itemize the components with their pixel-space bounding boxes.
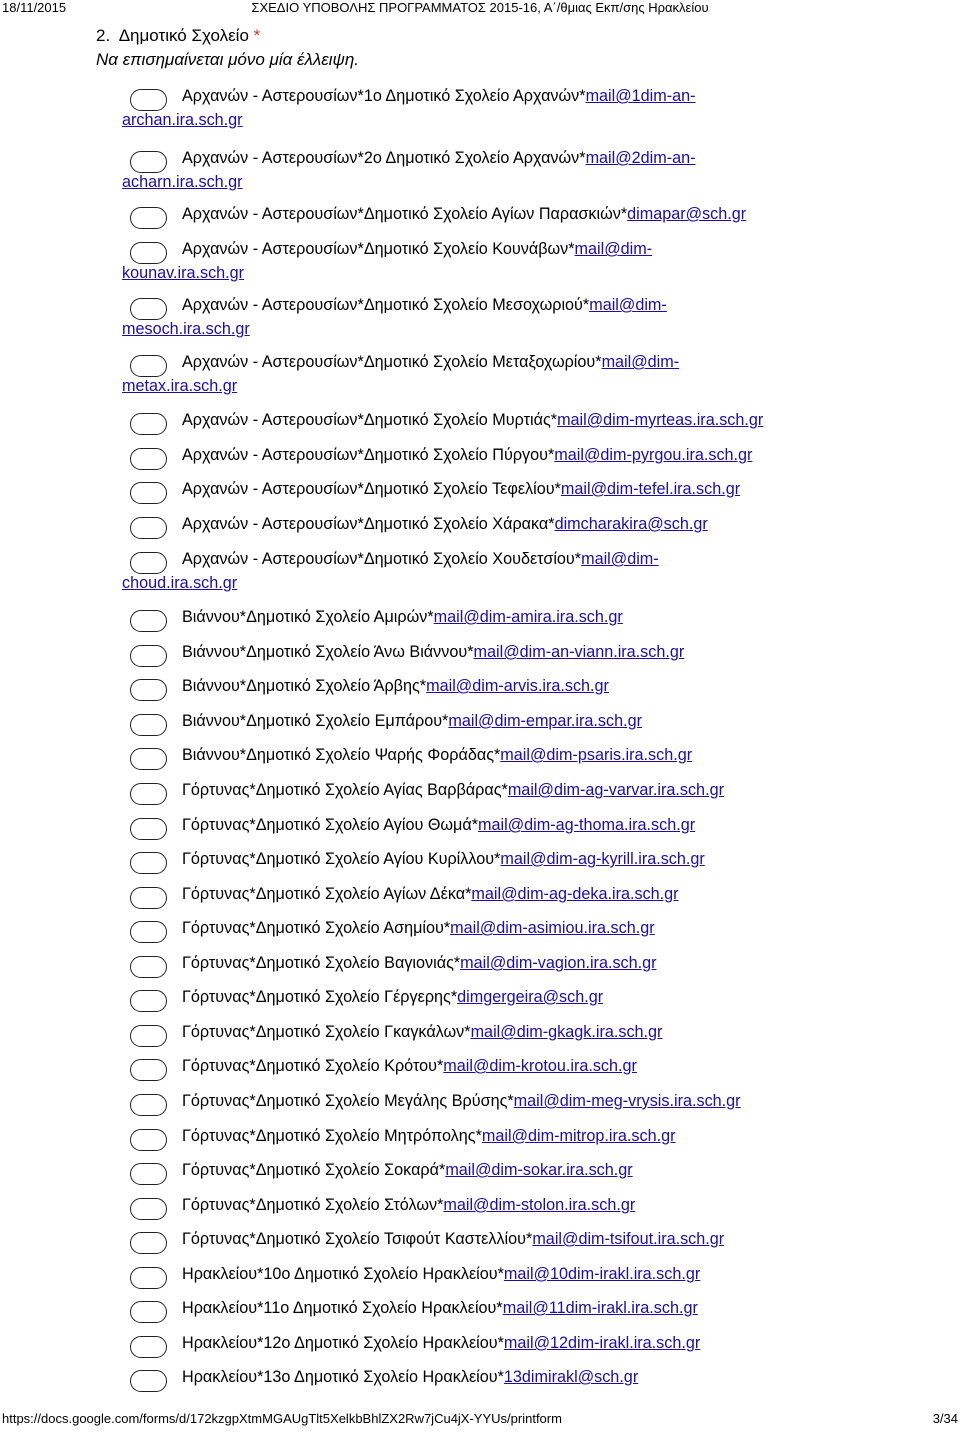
radio-ellipse-icon[interactable] [130, 921, 167, 943]
option-text: Ηρακλείου*12ο Δημοτικό Σχολείο Ηρακλείου* [182, 1334, 504, 1352]
option-text: Αρχανών - Αστερουσίων*Δημοτικό Σχολείο Αγίων Παρασκιών* [182, 205, 628, 223]
radio-ellipse-icon[interactable] [130, 645, 167, 667]
option-email-link[interactable]: mail@dim-ag-kyrill.ira.sch.gr [500, 850, 705, 868]
radio-ellipse-icon[interactable] [130, 852, 167, 874]
option-label [182, 916, 922, 940]
form-title: ΣΧΕΔΙΟ ΥΠΟΒΟΛΗΣ ΠΡΟΓΡΑΜΜΑΤΟΣ 2015-16, Α΄/θμιας Εκπ/σης Ηρακλείου [251, 0, 709, 15]
radio-ellipse-icon[interactable] [130, 714, 167, 736]
option-text: Γόρτυνας*Δημοτικό Σχολείο Τσιφούτ Καστελλίου* [182, 1230, 533, 1248]
option-label [182, 951, 922, 975]
option-text: Ηρακλείου*10ο Δημοτικό Σχολείο Ηρακλείου* [182, 1265, 504, 1283]
option-text: Αρχανών - Αστερουσίων*Δημοτικό Σχολείο Μεσοχωριού* [182, 296, 590, 314]
option-email-link[interactable]: mail@dim-mitrop.ira.sch.gr [481, 1127, 676, 1145]
option-label [182, 605, 922, 629]
option-email-link[interactable]: mail@dim-gkagk.ira.sch.gr [470, 1023, 663, 1041]
option-label [182, 202, 922, 226]
page-number: 3/34 [932, 1411, 958, 1426]
option-text: Αρχανών - Αστερουσίων*Δημοτικό Σχολείο Χουδετσίου* [182, 550, 582, 568]
option-email-link[interactable]: mail@dim-ag-thoma.ira.sch.gr [478, 816, 696, 834]
option-text: Γόρτυνας*Δημοτικό Σχολείο Αγίου Κυρίλλου* [182, 850, 501, 868]
option-label [182, 1365, 922, 1389]
radio-option[interactable] [122, 237, 922, 285]
option-text: Αρχανών - Αστερουσίων*Δημοτικό Σχολείο Μεταξοχωρίου* [182, 353, 602, 371]
option-email-link[interactable]: mail@dim-amira.ira.sch.gr [433, 608, 623, 626]
radio-option[interactable] [122, 1158, 922, 1182]
radio-option[interactable] [122, 293, 922, 341]
option-text: Αρχανών - Αστερουσίων*1ο Δημοτικό Σχολείο Αρχανών* [182, 87, 586, 105]
radio-ellipse-icon[interactable] [130, 448, 167, 470]
option-label [182, 408, 922, 432]
radio-ellipse-icon[interactable] [130, 956, 167, 978]
radio-option[interactable] [122, 477, 922, 501]
option-email-link[interactable]: mail@dim-krotou.ira.sch.gr [443, 1057, 637, 1075]
option-text: Βιάννου*Δημοτικό Σχολείο Άρβης* [182, 677, 427, 695]
radio-ellipse-icon[interactable] [130, 1025, 167, 1047]
radio-ellipse-icon[interactable] [130, 517, 167, 539]
option-text: Ηρακλείου*11ο Δημοτικό Σχολείο Ηρακλείου* [182, 1299, 503, 1317]
option-email-link[interactable]: mail@dim-sokar.ira.sch.gr [445, 1161, 633, 1179]
option-text: Αρχανών - Αστερουσίων*Δημοτικό Σχολείο Πύργου* [182, 446, 555, 464]
radio-ellipse-icon[interactable] [130, 1198, 167, 1220]
option-email-link[interactable]: dimgergeira@sch.gr [457, 988, 604, 1006]
option-text: Γόρτυνας*Δημοτικό Σχολείο Μητρόπολης* [182, 1127, 482, 1145]
radio-ellipse-icon[interactable] [130, 1267, 167, 1289]
radio-ellipse-icon[interactable] [130, 1094, 167, 1116]
question-block [96, 24, 896, 72]
print-date: 18/11/2015 [2, 0, 67, 15]
question-help-text: Να επισημαίνεται μόνο μία έλλειψη. [96, 50, 360, 69]
radio-option[interactable] [122, 84, 922, 132]
radio-ellipse-icon[interactable] [130, 151, 167, 173]
radio-ellipse-icon[interactable] [130, 679, 167, 701]
radio-ellipse-icon[interactable] [130, 242, 167, 264]
option-email-link[interactable]: mail@dim-myrteas.ira.sch.gr [557, 411, 764, 429]
option-text: Βιάννου*Δημοτικό Σχολείο Εμπάρου* [182, 712, 449, 730]
radio-ellipse-icon[interactable] [130, 355, 167, 377]
option-email-link[interactable]: dimcharakira@sch.gr [554, 515, 708, 533]
radio-option[interactable] [122, 743, 922, 767]
option-text: Γόρτυνας*Δημοτικό Σχολείο Γκαγκάλων* [182, 1023, 471, 1041]
radio-ellipse-icon[interactable] [130, 1232, 167, 1254]
option-email-link[interactable]: mail@dim-empar.ira.sch.gr [448, 712, 643, 730]
option-email-link[interactable]: mail@2dim-an- [585, 149, 696, 167]
option-text: Αρχανών - Αστερουσίων*Δημοτικό Σχολείο Τεφελίου* [182, 480, 561, 498]
option-email-link[interactable]: mail@dim-pyrgou.ira.sch.gr [554, 446, 753, 464]
option-label [182, 813, 922, 837]
radio-option[interactable] [122, 778, 922, 802]
radio-ellipse-icon[interactable] [130, 887, 167, 909]
option-email-link[interactable]: mail@1dim-an- [585, 87, 696, 105]
radio-option[interactable] [122, 1331, 922, 1355]
radio-ellipse-icon[interactable] [130, 1129, 167, 1151]
option-email-link[interactable]: mail@dim-asimiou.ira.sch.gr [450, 919, 655, 937]
option-text: Αρχανών - Αστερουσίων*Δημοτικό Σχολείο Μυρτιάς* [182, 411, 558, 429]
option-label [182, 674, 922, 698]
question-label: Δημοτικό Σχολείο [118, 26, 249, 45]
option-label [182, 350, 922, 374]
option-email-link[interactable]: mail@dim-stolon.ira.sch.gr [443, 1196, 636, 1214]
option-email-link[interactable]: mail@11dim-irakl.ira.sch.gr [502, 1299, 698, 1317]
option-label [182, 1193, 922, 1217]
option-label [182, 1054, 922, 1078]
option-email-link[interactable]: 13dimirakl@sch.gr [503, 1368, 639, 1386]
option-label [182, 146, 922, 170]
option-email-link[interactable]: mail@dim-arvis.ira.sch.gr [426, 677, 609, 695]
option-email-link[interactable]: mail@dim-vagion.ira.sch.gr [460, 954, 657, 972]
radio-option[interactable] [122, 847, 922, 871]
question-number: 2. [96, 26, 111, 45]
radio-option[interactable] [122, 916, 922, 940]
option-text: Γόρτυνας*Δημοτικό Σχολείο Στόλων* [182, 1196, 444, 1214]
option-text: Ηρακλείου*13ο Δημοτικό Σχολείο Ηρακλείου* [182, 1368, 504, 1386]
option-text: Γόρτυνας*Δημοτικό Σχολείο Γέργερης* [182, 988, 458, 1006]
radio-option[interactable] [122, 813, 922, 837]
radio-option[interactable] [122, 709, 922, 733]
radio-ellipse-icon[interactable] [130, 990, 167, 1012]
radio-ellipse-icon[interactable] [130, 1301, 167, 1323]
radio-option[interactable] [122, 1054, 922, 1078]
radio-ellipse-icon[interactable] [130, 1370, 167, 1392]
option-label [182, 778, 922, 802]
radio-option[interactable] [122, 408, 922, 432]
option-text: Γόρτυνας*Δημοτικό Σχολείο Σοκαρά* [182, 1161, 446, 1179]
radio-option[interactable] [122, 674, 922, 698]
option-label [182, 709, 922, 733]
radio-ellipse-icon[interactable] [130, 610, 167, 632]
option-label [182, 640, 922, 664]
radio-option[interactable] [122, 1262, 922, 1286]
radio-ellipse-icon[interactable] [130, 482, 167, 504]
option-email-link[interactable]: mail@dim-ag-deka.ira.sch.gr [471, 885, 679, 903]
option-text: Βιάννου*Δημοτικό Σχολείο Ψαρής Φοράδας* [182, 746, 501, 764]
radio-option[interactable] [122, 640, 922, 664]
option-email-link[interactable]: mail@dim- [589, 296, 667, 314]
option-text: Βιάννου*Δημοτικό Σχολείο Αμιρών* [182, 608, 434, 626]
option-email-link[interactable]: mail@dim-meg-vrysis.ira.sch.gr [513, 1092, 741, 1110]
radio-option[interactable] [122, 605, 922, 629]
radio-ellipse-icon[interactable] [130, 89, 167, 111]
option-label [182, 847, 922, 871]
option-email-link[interactable]: mail@dim-tsifout.ira.sch.gr [532, 1230, 725, 1248]
radio-option[interactable] [122, 146, 922, 194]
option-label [182, 1089, 922, 1113]
option-label [182, 1331, 922, 1355]
option-text: Γόρτυνας*Δημοτικό Σχολείο Ασημίου* [182, 919, 451, 937]
option-email-link[interactable]: mail@dim- [601, 353, 680, 371]
page-url: https://docs.google.com/forms/d/172kzgpXtmMGAUgTlt5XelkbBhlZX2Rw7jCu4jX-YYUs/printform [2, 1411, 562, 1426]
radio-option[interactable] [122, 1365, 922, 1389]
option-text: Γόρτυνας*Δημοτικό Σχολείο Κρότου* [182, 1057, 444, 1075]
option-label [182, 443, 922, 467]
option-text: Γόρτυνας*Δημοτικό Σχολείο Αγίων Δέκα* [182, 885, 472, 903]
option-label [182, 1227, 922, 1251]
option-email-link-continued[interactable]: kounav.ira.sch.gr [122, 264, 245, 282]
print-footer [0, 1411, 960, 1427]
radio-ellipse-icon[interactable] [130, 1336, 167, 1358]
question-title [96, 24, 896, 48]
radio-option[interactable] [122, 350, 922, 398]
option-text: Βιάννου*Δημοτικό Σχολείο Άνω Βιάννου* [182, 643, 474, 661]
option-label [182, 743, 922, 767]
option-label [182, 512, 922, 536]
option-label [182, 1020, 922, 1044]
option-email-link[interactable]: mail@dim-psaris.ira.sch.gr [500, 746, 693, 764]
option-email-link[interactable]: mail@dim-ag-varvar.ira.sch.gr [507, 781, 724, 799]
option-email-link-continued[interactable]: metax.ira.sch.gr [122, 377, 238, 395]
option-label [182, 882, 922, 906]
radio-option[interactable] [122, 985, 922, 1009]
option-text: Αρχανών - Αστερουσίων*Δημοτικό Σχολείο Χάρακα* [182, 515, 555, 533]
radio-option[interactable] [122, 951, 922, 975]
radio-ellipse-icon[interactable] [130, 818, 167, 840]
radio-ellipse-icon[interactable] [130, 1163, 167, 1185]
option-label [182, 237, 922, 261]
option-email-link[interactable]: mail@12dim-irakl.ira.sch.gr [503, 1334, 701, 1352]
option-email-link[interactable]: mail@dim- [574, 240, 653, 258]
option-text: Γόρτυνας*Δημοτικό Σχολείο Μεγάλης Βρύσης* [182, 1092, 514, 1110]
radio-option[interactable] [122, 1193, 922, 1217]
radio-option[interactable] [122, 1227, 922, 1251]
radio-option[interactable] [122, 1296, 922, 1320]
option-label [182, 293, 922, 317]
option-email-link[interactable]: mail@dim- [581, 550, 659, 568]
print-header [0, 0, 960, 16]
option-email-link-continued[interactable]: acharn.ira.sch.gr [122, 173, 243, 191]
radio-option[interactable] [122, 547, 922, 595]
option-label [182, 477, 922, 501]
option-label [182, 1124, 922, 1148]
radio-option[interactable] [122, 202, 922, 226]
option-label [182, 547, 922, 571]
radio-option[interactable] [122, 512, 922, 536]
option-email-link[interactable]: mail@dim-an-viann.ira.sch.gr [473, 643, 685, 661]
option-label [182, 985, 922, 1009]
radio-option[interactable] [122, 1124, 922, 1148]
radio-ellipse-icon[interactable] [130, 298, 167, 320]
radio-ellipse-icon[interactable] [130, 1059, 167, 1081]
option-text: Αρχανών - Αστερουσίων*Δημοτικό Σχολείο Κουνάβων* [182, 240, 575, 258]
option-label [182, 84, 922, 108]
option-email-link-continued[interactable]: mesoch.ira.sch.gr [122, 320, 250, 338]
option-text: Γόρτυνας*Δημοτικό Σχολείο Αγίας Βαρβάρας* [182, 781, 508, 799]
option-text: Γόρτυνας*Δημοτικό Σχολείο Αγίου Θωμά* [182, 816, 479, 834]
radio-ellipse-icon[interactable] [130, 207, 167, 229]
option-email-link[interactable]: mail@10dim-irakl.ira.sch.gr [503, 1265, 701, 1283]
required-mark: * [253, 26, 261, 45]
option-text: Γόρτυνας*Δημοτικό Σχολείο Βαγιονιάς* [182, 954, 461, 972]
radio-option[interactable] [122, 1020, 922, 1044]
radio-ellipse-icon[interactable] [130, 783, 167, 805]
radio-option[interactable] [122, 1089, 922, 1113]
option-label [182, 1262, 922, 1286]
option-email-link-continued[interactable]: archan.ira.sch.gr [122, 111, 243, 129]
radio-option[interactable] [122, 443, 922, 467]
radio-ellipse-icon[interactable] [130, 748, 167, 770]
option-label [182, 1296, 922, 1320]
option-text: Αρχανών - Αστερουσίων*2ο Δημοτικό Σχολείο Αρχανών* [182, 149, 586, 167]
option-email-link-continued[interactable]: choud.ira.sch.gr [122, 574, 238, 592]
option-email-link[interactable]: dimapar@sch.gr [627, 205, 747, 223]
radio-ellipse-icon[interactable] [130, 413, 167, 435]
radio-option[interactable] [122, 882, 922, 906]
option-email-link[interactable]: mail@dim-tefel.ira.sch.gr [560, 480, 741, 498]
option-label [182, 1158, 922, 1182]
radio-ellipse-icon[interactable] [130, 552, 167, 574]
